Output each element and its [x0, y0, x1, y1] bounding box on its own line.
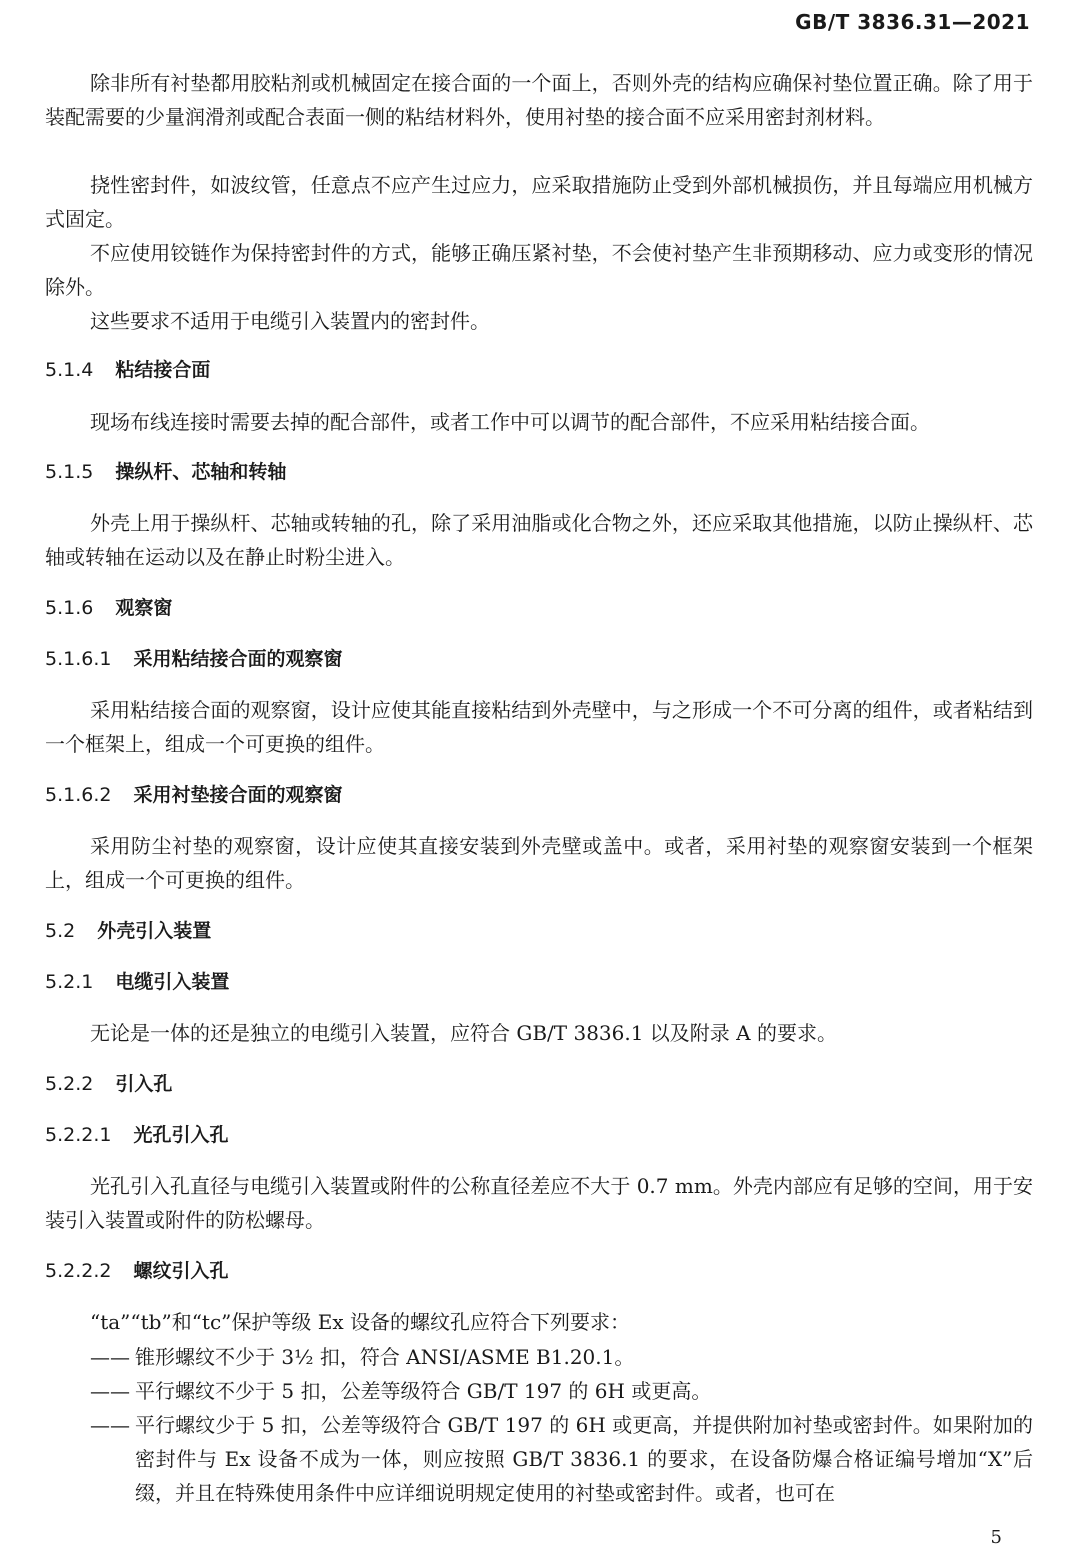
section-number: 5.1.6.2: [45, 784, 112, 806]
paragraph-5-2-1: 无论是一体的还是独立的电缆引入装置，应符合 GB/T 3836.1 以及附录 A 的要求。: [90, 1021, 837, 1045]
section-heading-5-2-2-1: [45, 1121, 229, 1149]
section-heading-5-2-2-2: [45, 1257, 229, 1285]
section-heading-5-1-6-1: [45, 645, 343, 673]
standard-header: GB/T 3836.31—2021: [795, 10, 1030, 34]
paragraph-5-1-6-1: 采用粘结接合面的观察窗，设计应使其能直接粘结到外壳壁中，与之形成一个不可分离的组件，或者粘结到一个框架上，组成一个可更换的组件。: [45, 698, 1033, 756]
section-title: 电缆引入装置: [115, 971, 230, 993]
list-item: [90, 1374, 1033, 1408]
section-number: 5.2.2.1: [45, 1124, 112, 1146]
section-title: 采用衬垫接合面的观察窗: [133, 784, 343, 806]
section-heading-5-1-6-2: [45, 781, 343, 809]
paragraph-5-1-6-2: 采用防尘衬垫的观察窗，设计应使其直接安装到外壳壁或盖中。或者，采用衬垫的观察窗安装到一个框架上，组成一个可更换的组件。: [45, 834, 1033, 892]
section-title: 观察窗: [115, 597, 173, 619]
list-item: [90, 1408, 1033, 1510]
paragraph-cable-entry-exclusion: 这些要求不适用于电缆引入装置内的密封件。: [90, 309, 490, 333]
paragraph-5-1-5: 外壳上用于操纵杆、芯轴或转轴的孔，除了采用油脂或化合物之外，还应采取其他措施，以防止操纵杆、芯轴或转轴在运动以及在静止时粉尘进入。: [45, 511, 1033, 569]
section-title: 螺纹引入孔: [133, 1260, 229, 1282]
paragraph-5-1-4: 现场布线连接时需要去掉的配合部件，或者工作中可以调节的配合部件，不应采用粘结接合面。: [90, 410, 930, 434]
list-dash: ——: [90, 1413, 130, 1437]
paragraph-hinges: 不应使用铰链作为保持密封件的方式，能够正确压紧衬垫，不会使衬垫产生非预期移动、应力或变形的情况除外。: [45, 241, 1033, 299]
paragraph-5-2-2-2-intro: “ta”“tb”和“tc”保护等级 Ex 设备的螺纹孔应符合下列要求：: [90, 1310, 630, 1334]
paragraph-gasket-fixing: 除非所有衬垫都用胶粘剂或机械固定在接合面的一个面上，否则外壳的结构应确保衬垫位置正确。除了用于装配需要的少量润滑剂或配合表面一侧的粘结材料外，使用衬垫的接合面不应采用密封剂材料。: [45, 71, 1033, 129]
list-dash: ——: [90, 1345, 130, 1369]
section-title: 采用粘结接合面的观察窗: [133, 648, 343, 670]
section-heading-5-1-6: [45, 594, 172, 622]
section-title: 粘结接合面: [115, 359, 211, 381]
section-title: 引入孔: [115, 1073, 173, 1095]
section-heading-5-1-4: [45, 356, 210, 384]
section-number: 5.1.4: [45, 359, 94, 381]
section-title: 操纵杆、芯轴和转轴: [115, 461, 287, 483]
section-number: 5.1.6.1: [45, 648, 112, 670]
section-number: 5.2.1: [45, 971, 94, 993]
list-item: [90, 1340, 1033, 1374]
section-title: 外壳引入装置: [97, 920, 212, 942]
list-item-text: 平行螺纹少于 5 扣，公差等级符合 GB/T 197 的 6H 或更高，并提供附加衬垫或密封件。如果附加的密封件与 Ex 设备不成为一体，则应按照 GB/T 3836.1 的要求，在设备防爆合格证编号增加“X”后缀，并且在特殊使用条件中应详细说明规定使用的衬垫或密封件。或者，也可在: [135, 1413, 1033, 1505]
section-number: 5.1.6: [45, 597, 94, 619]
section-number: 5.2.2: [45, 1073, 94, 1095]
section-heading-5-2-1: [45, 968, 229, 996]
section-title: 光孔引入孔: [133, 1124, 229, 1146]
section-number: 5.2.2.2: [45, 1260, 112, 1282]
list-item-text: 平行螺纹不少于 5 扣，公差等级符合 GB/T 197 的 6H 或更高。: [135, 1379, 712, 1403]
list-dash: ——: [90, 1379, 130, 1403]
section-number: 5.1.5: [45, 461, 94, 483]
paragraph-flexible-seals: 挠性密封件，如波纹管，任意点不应产生过应力，应采取措施防止受到外部机械损伤，并且每端应用机械方式固定。: [45, 173, 1033, 231]
page-number: 5: [990, 1527, 1002, 1548]
paragraph-5-2-2-1: 光孔引入孔直径与电缆引入装置或附件的公称直径差应不大于 0.7 mm。外壳内部应有足够的空间，用于安装引入装置或附件的防松螺母。: [45, 1174, 1033, 1232]
section-heading-5-1-5: [45, 458, 286, 486]
list-item-text: 锥形螺纹不少于 3½ 扣，符合 ANSI/ASME B1.20.1。: [135, 1345, 635, 1369]
section-heading-5-2: [45, 917, 211, 945]
section-number: 5.2: [45, 920, 76, 942]
section-heading-5-2-2: [45, 1070, 172, 1098]
